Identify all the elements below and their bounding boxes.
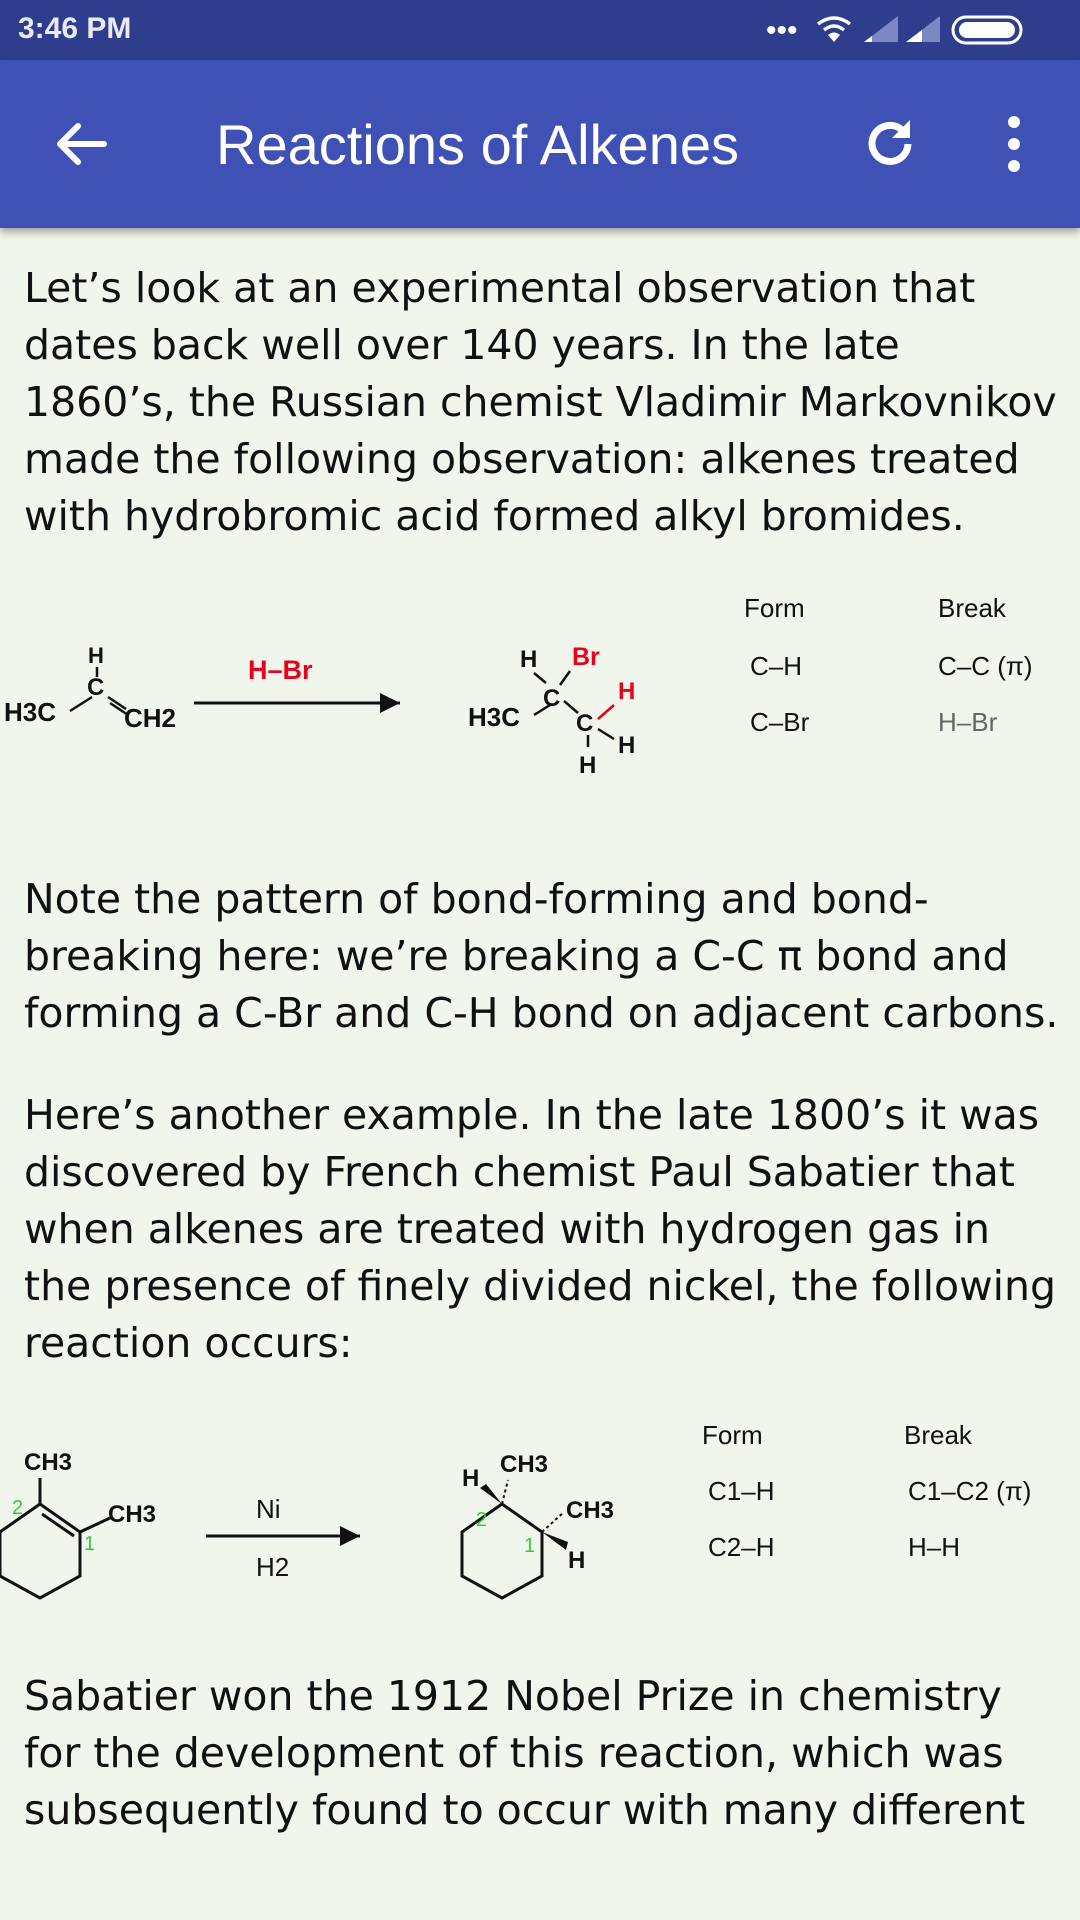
product2-ch3-top: CH3 [500,1451,549,1478]
bond-table-2 [702,1420,1031,1562]
reaction-arrow-1 [194,655,400,713]
product-dimethylcyclohexane [462,1451,614,1598]
reactant-dimethylcyclohexene [0,1449,156,1598]
product-h-right: H [618,732,636,759]
paragraph-sabatier: Here’s another example. In the late 1800’s it was discovered by French chemist Paul Sabatier that when alkenes are treated with hydrogen gas in the presence of finely divided nickel, the following reaction occurs: [24,1091,1057,1367]
page-title: Reactions of Alkenes [216,113,739,176]
reactant-locant-2: 2 [12,1497,24,1519]
reagent-hbr: H–Br [248,655,313,685]
more-vert-icon[interactable] [990,112,1038,176]
product-br: Br [572,643,600,671]
app-bar [0,60,1080,228]
form-header-2: Form [702,1420,763,1450]
reaction-arrow-2 [206,1494,360,1582]
product-c2: C [576,710,594,737]
product2-h: H [462,1465,480,1492]
reactant-propene [4,643,176,733]
break-header-1: Break [938,593,1006,623]
break-item-1b: H–Br [938,707,998,737]
reactant-ch3-top: CH3 [24,1449,73,1476]
more-notifications-icon: ••• [766,14,798,46]
refresh-icon[interactable] [858,112,922,176]
product-bromopropane [468,643,635,779]
battery-icon [953,17,1021,43]
break-header-2: Break [904,1420,972,1450]
product2-ch3-right: CH3 [566,1497,615,1524]
status-time: 3:46 PM [18,12,132,45]
reactant-locant-1: 1 [84,1533,96,1555]
product-h-bottom: H [579,752,597,779]
figure-hydrogenation [0,1414,1060,1654]
status-icons [766,14,1066,46]
reagent-ni: Ni [256,1494,281,1524]
product-h-top: H [520,646,538,673]
bond-table-1 [744,593,1033,737]
product-locant-1: 1 [524,1535,536,1557]
figure-hbr-addition [0,581,1060,831]
product-h3c: H3C [468,702,521,732]
wifi-icon [818,18,850,42]
back-arrow-icon[interactable] [50,114,110,174]
reactant-ch2: CH2 [124,703,177,733]
status-bar [0,0,1080,60]
signal-1-icon [864,16,898,42]
form-item-2b: C2–H [708,1532,775,1562]
paragraph-bond-pattern: Note the pattern of bond-forming and bond-breaking here: we’re breaking a C-C π bond and forming a C-Br and C-H bond on adjacent carbons. [24,875,1059,1037]
reactant-h3c: H3C [4,697,57,727]
product-locant-2: 2 [476,1509,488,1531]
paragraph-nobel: Sabatier won the 1912 Nobel Prize in chemistry for the development of this reaction, which was subsequently found to occur with many different [24,1672,1026,1834]
form-item-1b: C–Br [750,707,810,737]
break-item-1a: C–C (π) [938,651,1033,681]
product2-h-right: H [568,1547,586,1574]
break-item-2a: C1–C2 (π) [908,1476,1032,1506]
product-c1: C [543,685,561,712]
form-item-2a: C1–H [708,1476,775,1506]
reactant-ch3-right: CH3 [108,1501,157,1528]
reagent-h2: H2 [256,1552,290,1582]
form-item-1a: C–H [750,651,803,681]
reactant-c: C [87,674,105,701]
paragraph-markovnikov: Let’s look at an experimental observation that dates back well over 140 years. In the late 1860’s, the Russian chemist Vladimir Markovnikov made the following observation: alkenes treated with hydrobromic acid formed alkyl bromides. [24,264,1057,540]
signal-2-icon [906,16,940,42]
reactant-h-top: H [88,643,104,668]
form-header-1: Form [744,593,805,623]
article-content [4,260,1064,1839]
break-item-2b: H–H [908,1532,961,1562]
product-h-red: H [618,678,636,705]
